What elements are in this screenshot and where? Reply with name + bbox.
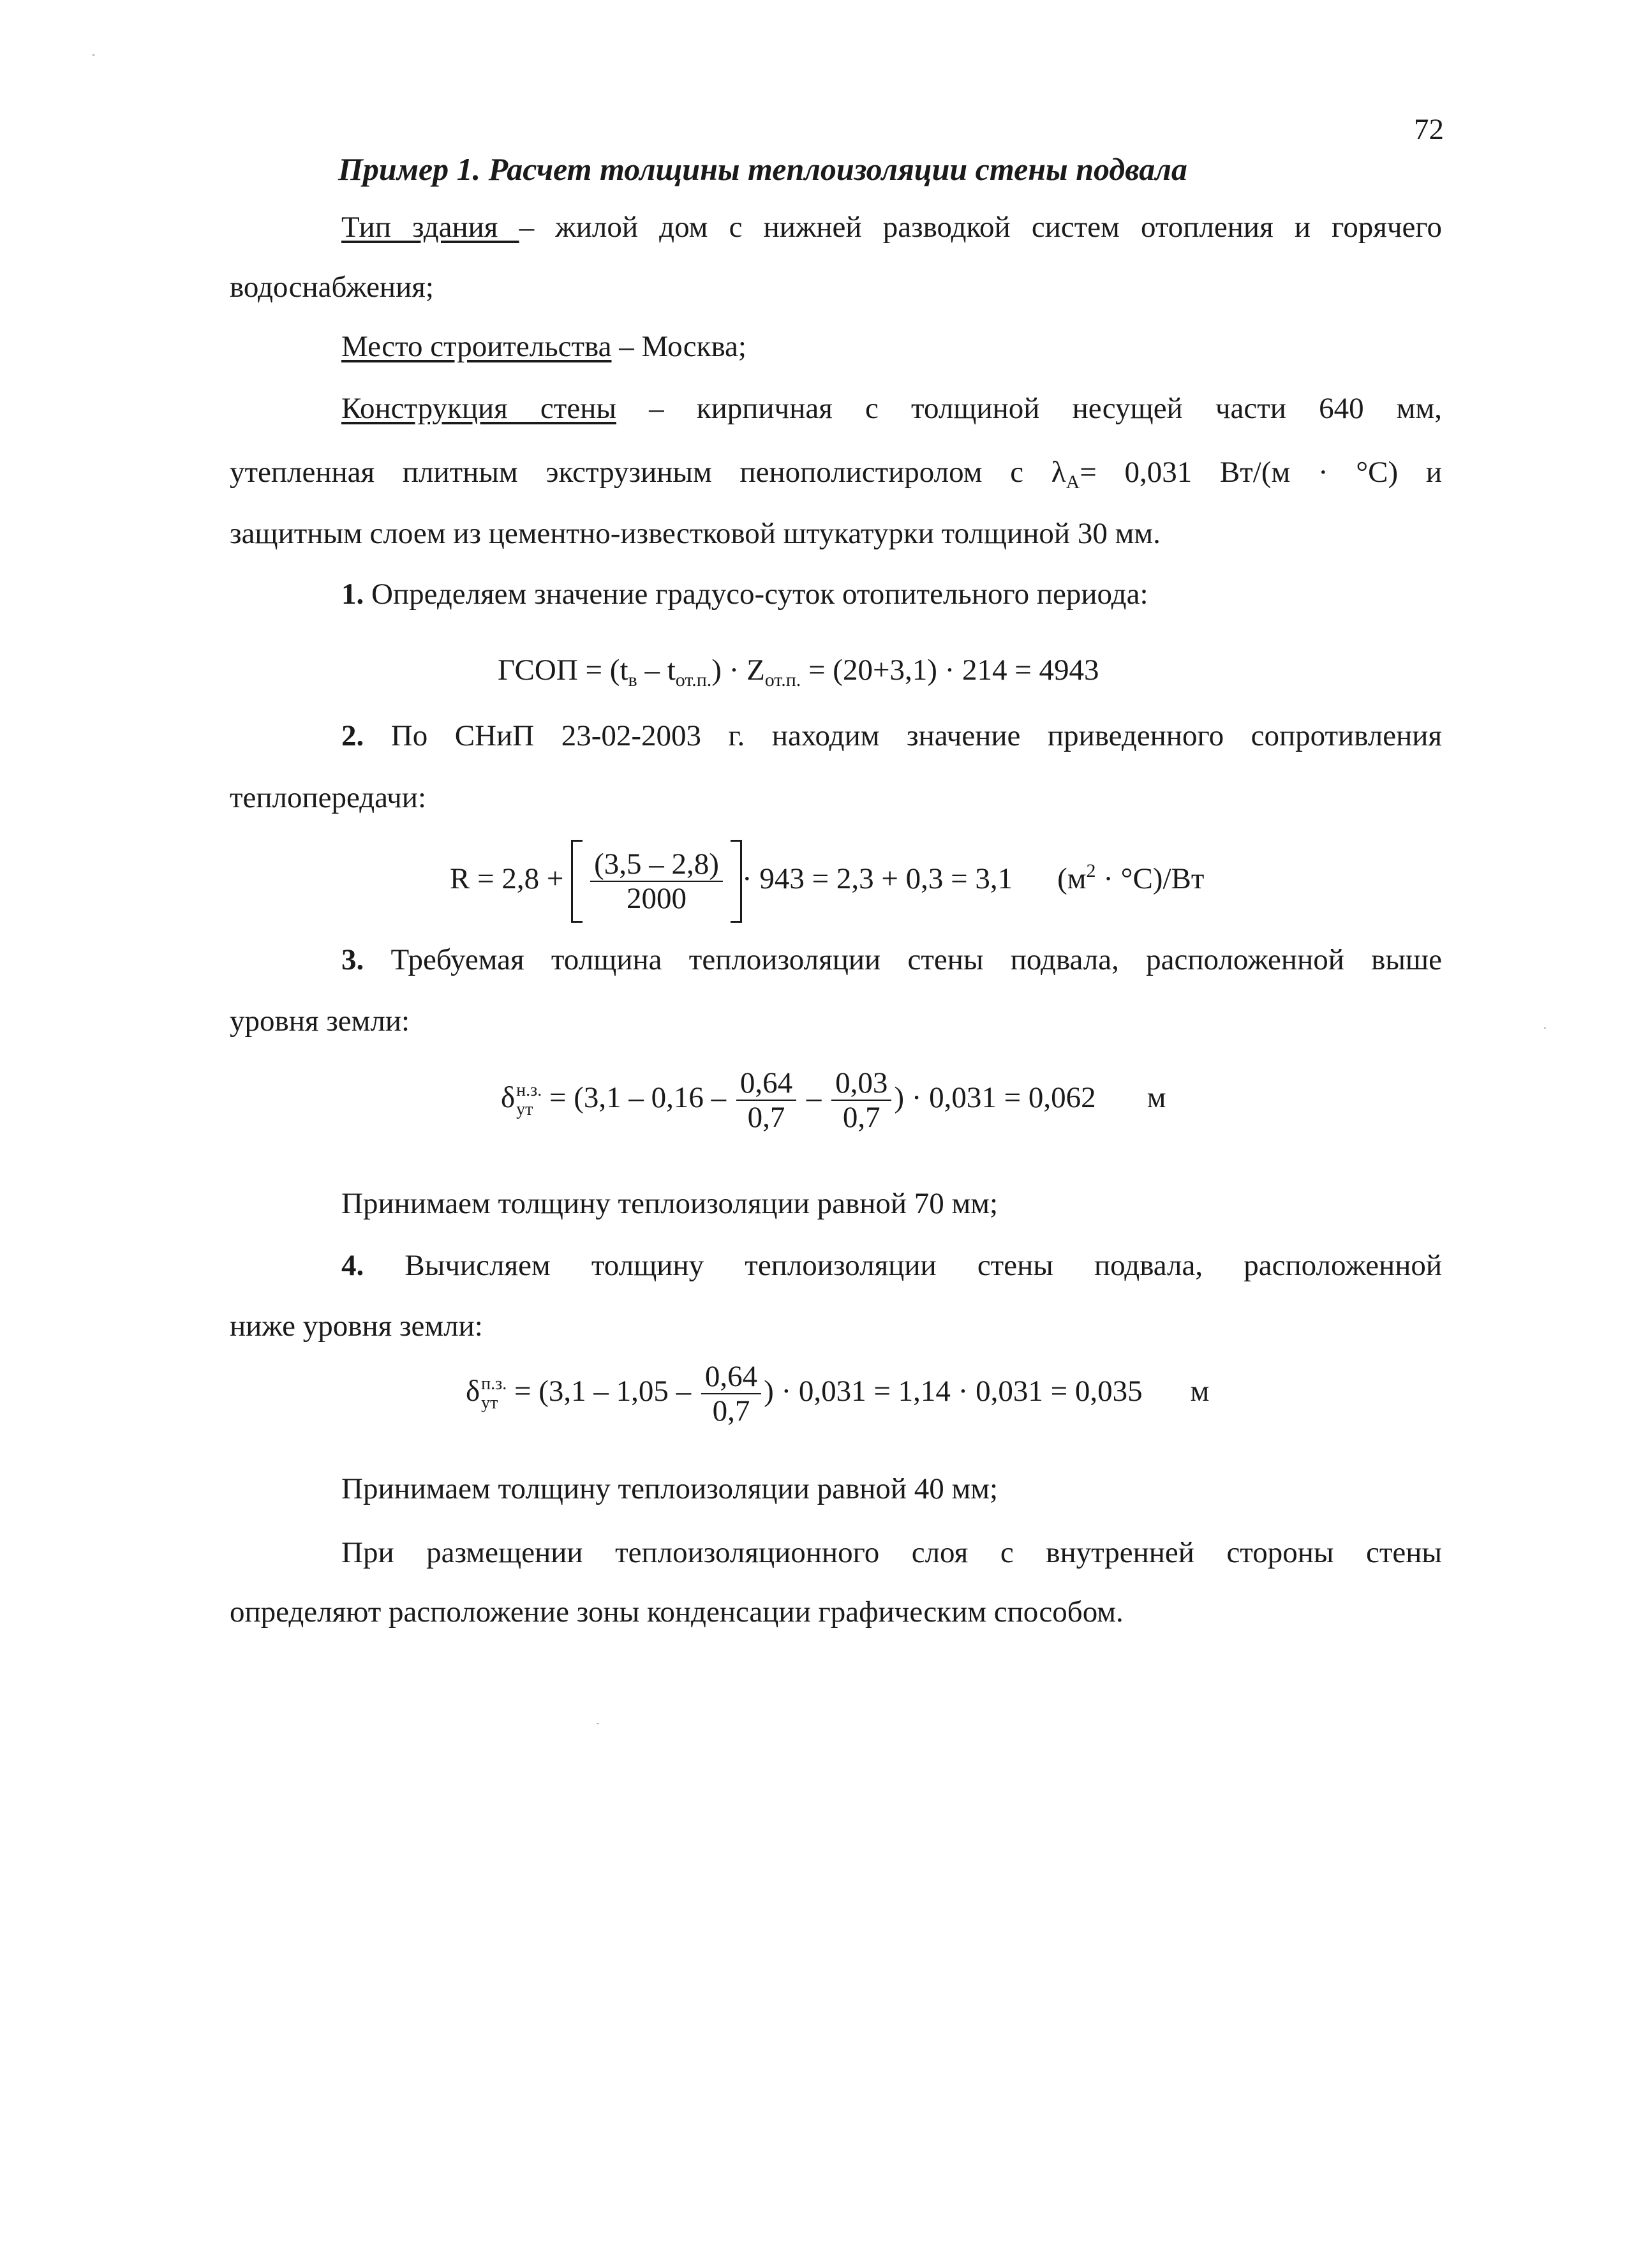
- r-unit-sup: 2: [1086, 860, 1096, 881]
- location-label: Место строительства: [341, 330, 612, 363]
- building-type-text: – жилой дом с нижней разводкой систем отопления и горячего: [519, 211, 1442, 244]
- r-rhs: · 943 = 2,3 + 0,3 = 3,1: [741, 862, 1013, 895]
- section-title: Пример 1. Расчет толщины теплоизоляции стены подвала: [338, 151, 1187, 187]
- step-3-text: [341, 942, 1442, 978]
- construction-label: Конструкция стены: [341, 392, 616, 425]
- delta-pz-formula: [466, 1353, 1209, 1429]
- gsop-sub-otp2: от.п.: [764, 669, 801, 690]
- delta-pz-unit: м: [1190, 1375, 1210, 1408]
- delta-nz-minus: –: [799, 1081, 829, 1114]
- building-type-paragraph: [341, 209, 1442, 245]
- step-3-accept: Принимаем толщину теплоизоляции равной 70 мм;: [341, 1187, 999, 1220]
- delta-nz-sub: ут: [516, 1100, 533, 1120]
- gsop-mid: – t: [637, 653, 676, 687]
- construction-paragraph: [341, 391, 1442, 426]
- r-lhs: R = 2,8 +: [450, 862, 572, 895]
- delta-nz-frac1-num: 0,64: [739, 1066, 793, 1100]
- r-unit-b: · °С)/Вт: [1096, 862, 1205, 895]
- delta-nz-part1: = (3,1 – 0,16 –: [542, 1081, 734, 1114]
- step-2-description: По СНиП 23-02-2003 г. находим значение приведенного сопротивления: [364, 719, 1442, 752]
- r-fraction: [590, 847, 723, 915]
- delta-nz-frac1: [736, 1066, 796, 1134]
- closing-line-1: При размещении теплоизоляционного слоя с внутренней стороны стены: [341, 1536, 1442, 1569]
- delta-nz-formula: [501, 1059, 1166, 1136]
- construction-line-2: [230, 454, 1442, 500]
- step-4-text: [341, 1248, 1442, 1283]
- step-4-continuation: ниже уровня земли:: [230, 1309, 483, 1343]
- location-text: – Москва;: [611, 330, 746, 363]
- lambda-subscript: А: [1066, 472, 1080, 493]
- right-bracket: [731, 840, 742, 923]
- step-2-continuation: теплопередачи:: [230, 781, 427, 814]
- gsop-mid2: ) · Z: [711, 653, 765, 687]
- step-3-continuation: уровня земли:: [230, 1004, 410, 1038]
- delta-pz-symbol: δ: [466, 1375, 480, 1408]
- gsop-rhs: = (20+3,1) · 214 = 4943: [801, 653, 1099, 687]
- scan-speck: [597, 1723, 599, 1724]
- scan-speck: [1544, 1027, 1546, 1029]
- delta-pz-part1: = (3,1 – 1,05 –: [507, 1375, 699, 1408]
- delta-nz-unit: м: [1147, 1081, 1166, 1114]
- step-1-number: 1.: [341, 578, 364, 611]
- gsop-sub-otp: от.п.: [675, 669, 712, 690]
- step-2-number: 2.: [341, 719, 364, 752]
- delta-nz-symbol: δ: [501, 1081, 516, 1114]
- closing-line-2: определяют расположение зоны конденсации графическим способом.: [230, 1595, 1124, 1629]
- delta-nz-sup: н.з.: [516, 1080, 542, 1101]
- gsop-lhs: ГСОП = (t: [498, 653, 628, 687]
- delta-pz-frac-num: 0,64: [704, 1360, 758, 1394]
- left-bracket: [571, 840, 583, 923]
- scan-speck: [93, 54, 94, 56]
- building-type-continuation: водоснабжения;: [230, 271, 434, 304]
- delta-nz-frac1-den: 0,7: [747, 1101, 785, 1135]
- step-4-description: Вычисляем толщину теплоизоляции стены подвала, расположенной: [364, 1249, 1442, 1282]
- step-1-description: Определяем значение градусо-суток отопительного периода:: [364, 578, 1148, 611]
- delta-pz-frac: [701, 1360, 761, 1428]
- step-1-text: [341, 576, 1148, 612]
- gsop-sub-v: в: [628, 669, 637, 690]
- delta-nz-part2: ) · 0,031 = 0,062: [894, 1081, 1096, 1114]
- r-denominator: 2000: [627, 882, 687, 916]
- construction-line-2a: утепленная плитным экструзиным пенополистиролом с λ: [230, 456, 1066, 489]
- resistance-formula: [450, 830, 1204, 923]
- delta-pz-sub: ут: [481, 1393, 498, 1414]
- delta-pz-frac-den: 0,7: [712, 1394, 750, 1428]
- location-paragraph: [341, 329, 746, 364]
- delta-nz-frac2-den: 0,7: [842, 1101, 880, 1135]
- construction-text: – кирпичная с толщиной несущей части 640 мм,: [616, 392, 1442, 425]
- delta-nz-frac2-num: 0,03: [835, 1066, 888, 1100]
- r-unit-a: (м: [1057, 862, 1087, 895]
- step-3-number: 3.: [341, 943, 364, 976]
- step-4-number: 4.: [341, 1249, 364, 1282]
- construction-line-2b: = 0,031 Вт/(м · °С) и: [1080, 456, 1442, 489]
- page-number: 72: [1414, 113, 1444, 146]
- building-type-label: Тип здания: [341, 211, 519, 244]
- gsop-formula: [498, 651, 1099, 699]
- step-4-accept: Принимаем толщину теплоизоляции равной 40 мм;: [341, 1472, 999, 1505]
- delta-pz-sup: п.з.: [481, 1374, 507, 1394]
- step-3-description: Требуемая толщина теплоизоляции стены подвала, расположенной выше: [364, 943, 1442, 976]
- construction-line-3: защитным слоем из цементно-известковой штукатурки толщиной 30 мм.: [230, 517, 1161, 550]
- step-2-text: [341, 718, 1442, 754]
- r-numerator: (3,5 – 2,8): [594, 847, 719, 881]
- delta-pz-part2: ) · 0,031 = 1,14 · 0,031 = 0,035: [764, 1375, 1143, 1408]
- delta-nz-frac2: [831, 1066, 891, 1134]
